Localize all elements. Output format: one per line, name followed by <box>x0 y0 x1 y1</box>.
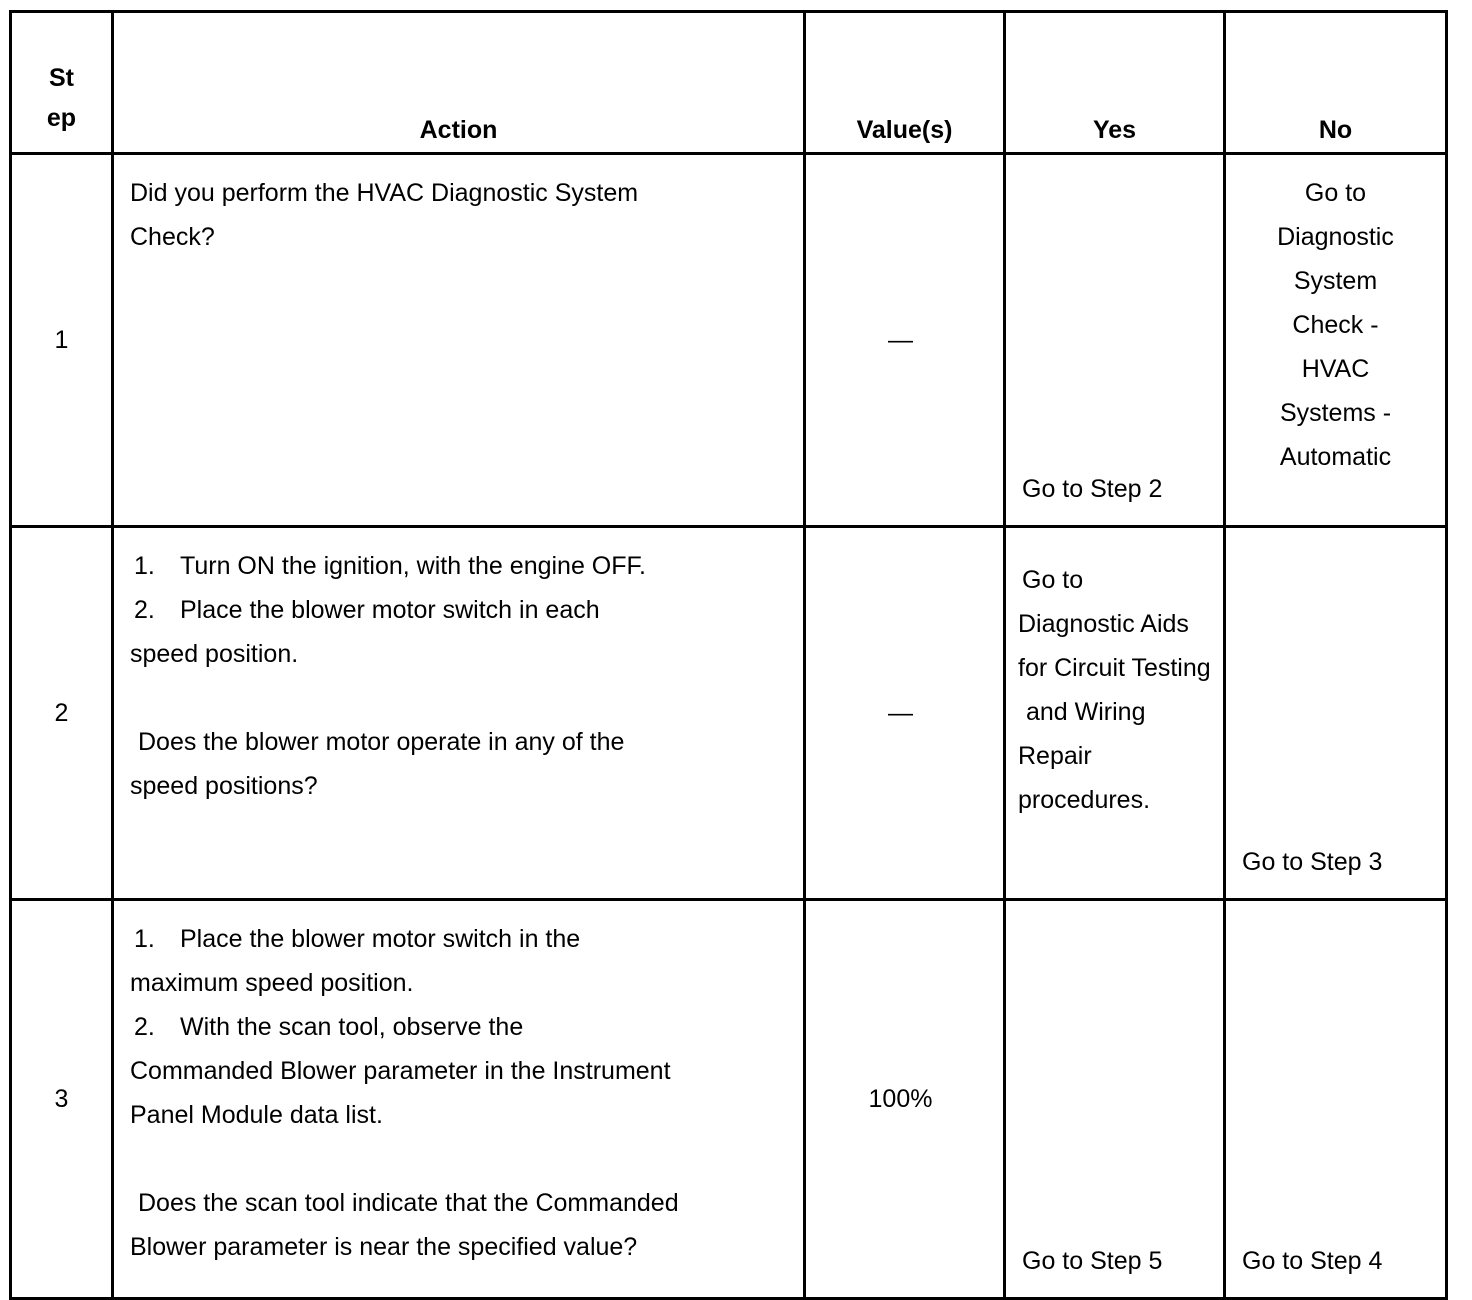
action-cell: 1. Turn ON the ignition, with the engine OFF. 2. Place the blower motor switch in each speed position. Does the blower motor operate in any of the speed positions? <box>113 527 805 900</box>
step-number: 1 <box>11 154 113 527</box>
no-cell: Go to Step 3 <box>1225 527 1447 900</box>
diagnostic-table <box>9 10 1448 1300</box>
action-cell: 1. Place the blower motor switch in the maximum speed position. 2. With the scan tool, observe the Commanded Blower parameter in the Instrument Panel Module data list. Does the scan tool indicate that the Commanded Blower parameter is near the specified value? <box>113 900 805 1299</box>
header-no: No <box>1225 12 1447 154</box>
header-step: St ep <box>11 12 113 154</box>
value-cell: — <box>805 527 1005 900</box>
value-cell: — <box>805 154 1005 527</box>
no-cell: Go to Step 4 <box>1225 900 1447 1299</box>
yes-cell: Go to Step 2 <box>1005 154 1225 527</box>
header-values: Value(s) <box>805 12 1005 154</box>
table-row <box>11 154 1447 527</box>
no-cell: Go to Diagnostic System Check - HVAC Systems - Automatic <box>1225 154 1447 527</box>
yes-cell: Go to Diagnostic Aids for Circuit Testing and Wiring Repair procedures. <box>1005 527 1225 900</box>
value-cell: 100% <box>805 900 1005 1299</box>
step-number: 3 <box>11 900 113 1299</box>
step-number: 2 <box>11 527 113 900</box>
table-row <box>11 527 1447 900</box>
yes-cell: Go to Step 5 <box>1005 900 1225 1299</box>
header-action: Action <box>113 12 805 154</box>
header-row <box>11 12 1447 154</box>
header-yes: Yes <box>1005 12 1225 154</box>
action-cell: Did you perform the HVAC Diagnostic System Check? <box>113 154 805 527</box>
table-row <box>11 900 1447 1299</box>
